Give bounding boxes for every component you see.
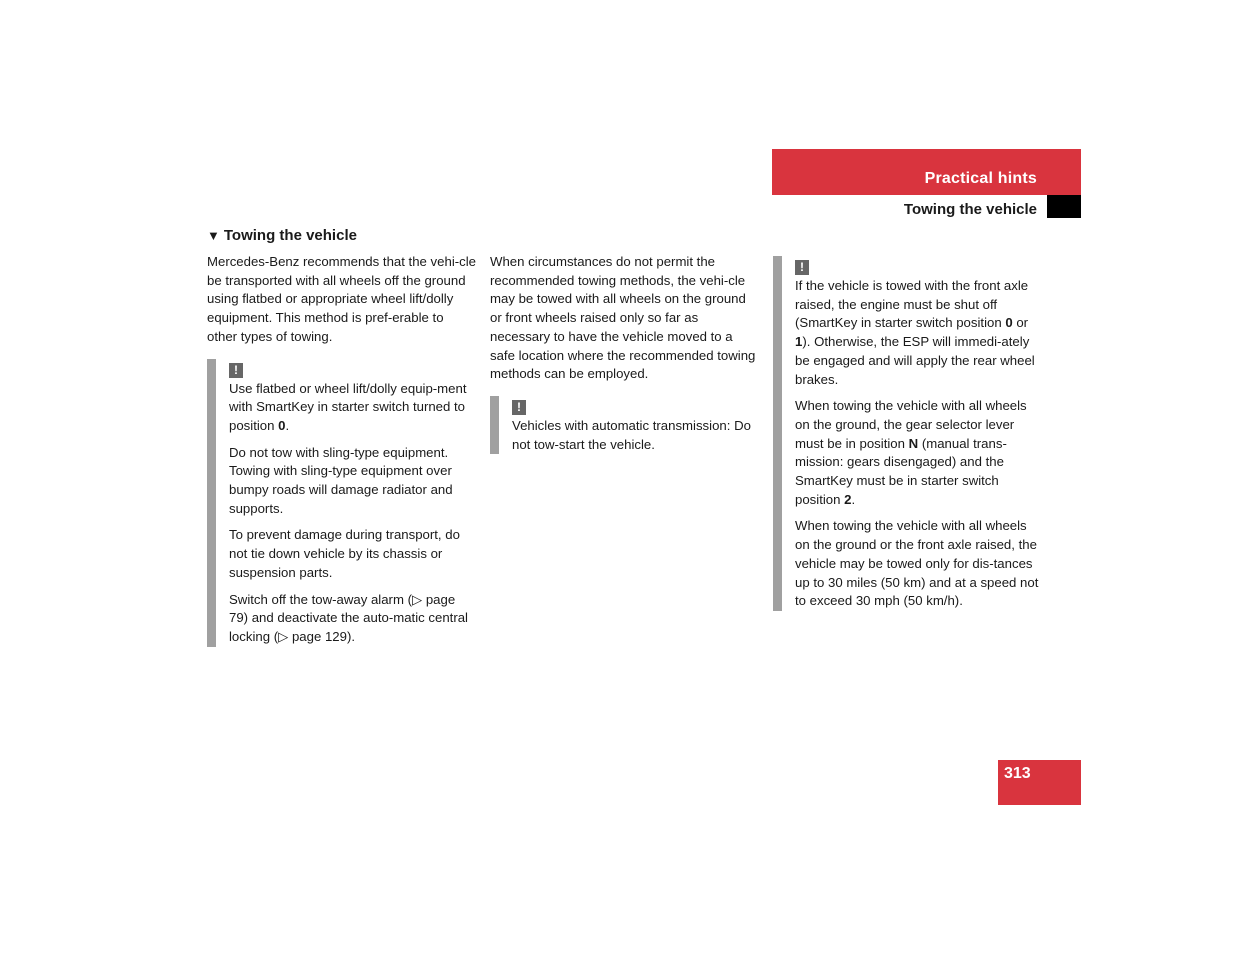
note-paragraph: Do not tow with sling-type equipment. Towing with sling-type equipment over bumpy roads will damage radiator and supports. <box>229 444 453 516</box>
triangle-down-icon: ▼ <box>207 228 220 243</box>
intro-paragraph: When circumstances do not permit the recommended towing methods, the vehi-cle may be towed with all wheels on the ground or front wheels raised only so far as necessary to have the vehicle moved to a safe location where the recommended towing methods can be employed. <box>490 254 756 382</box>
section-title-text: Towing the vehicle <box>223 227 357 244</box>
note-bar <box>490 396 499 454</box>
column-2 <box>490 253 758 458</box>
page-ref-icon: ▷ <box>411 591 423 607</box>
note-paragraph: To prevent damage during transport, do not tie down vehicle by its chassis or suspension parts. <box>229 527 460 580</box>
warning-note-2 <box>490 396 758 454</box>
column-3 <box>773 256 1043 615</box>
warning-icon: ! <box>795 260 809 275</box>
column-1 <box>207 253 477 651</box>
note-paragraph: Vehicles with automatic transmission: Do not tow-start the vehicle. <box>512 417 751 452</box>
intro-paragraph: Mercedes-Benz recommends that the vehi-cle be transported with all wheels off the ground using flatbed or appropriate wheel lift/dolly equipment. This method is pref-erable to other types of towing. <box>207 254 476 344</box>
warning-note-1 <box>207 359 477 647</box>
page-ref-link[interactable]: page 79) and deactivate the auto-matic central locking ( <box>229 591 468 644</box>
warning-note-3 <box>773 256 1043 611</box>
note-paragraph: Use flatbed or wheel lift/dolly equip-ment with SmartKey in starter switch turned to position 0. <box>229 380 467 433</box>
chapter-title: Practical hints <box>924 170 1037 187</box>
section-title <box>207 227 357 244</box>
header-black-marker <box>1047 195 1081 218</box>
warning-icon: ! <box>229 363 243 378</box>
note-paragraph: If the vehicle is towed with the front axle raised, the engine must be shut off (SmartKey in starter switch position 0 or 1). Otherwise, the ESP will immedi-ately be engaged and will apply the rear wheel brakes. <box>795 278 1035 387</box>
page-ref-icon: ▷ <box>278 628 289 644</box>
note-paragraph: When towing the vehicle with all wheels on the ground or the front axle raised, the vehicle may be towed only for dis-tances up to 30 miles (50 km) and at a speed not to exceed 30 mph (50 km/h). <box>795 518 1039 609</box>
note-bar <box>773 256 782 611</box>
page-number: 313 <box>1004 765 1031 782</box>
note-paragraph: When towing the vehicle with all wheels on the ground, the gear selector lever must be in position N (manual trans-mission: gears disengaged) and the SmartKey must be in starter switch position 2. <box>795 398 1027 507</box>
note-paragraph: Switch off the tow-away alarm (▷ page 79) and deactivate the auto-matic central locking (▷ page 129). <box>229 591 468 644</box>
note-bar <box>207 359 216 647</box>
page-ref-link[interactable]: page 129). <box>291 628 355 644</box>
section-header-subtitle: Towing the vehicle <box>903 201 1037 218</box>
warning-icon: ! <box>512 400 526 415</box>
